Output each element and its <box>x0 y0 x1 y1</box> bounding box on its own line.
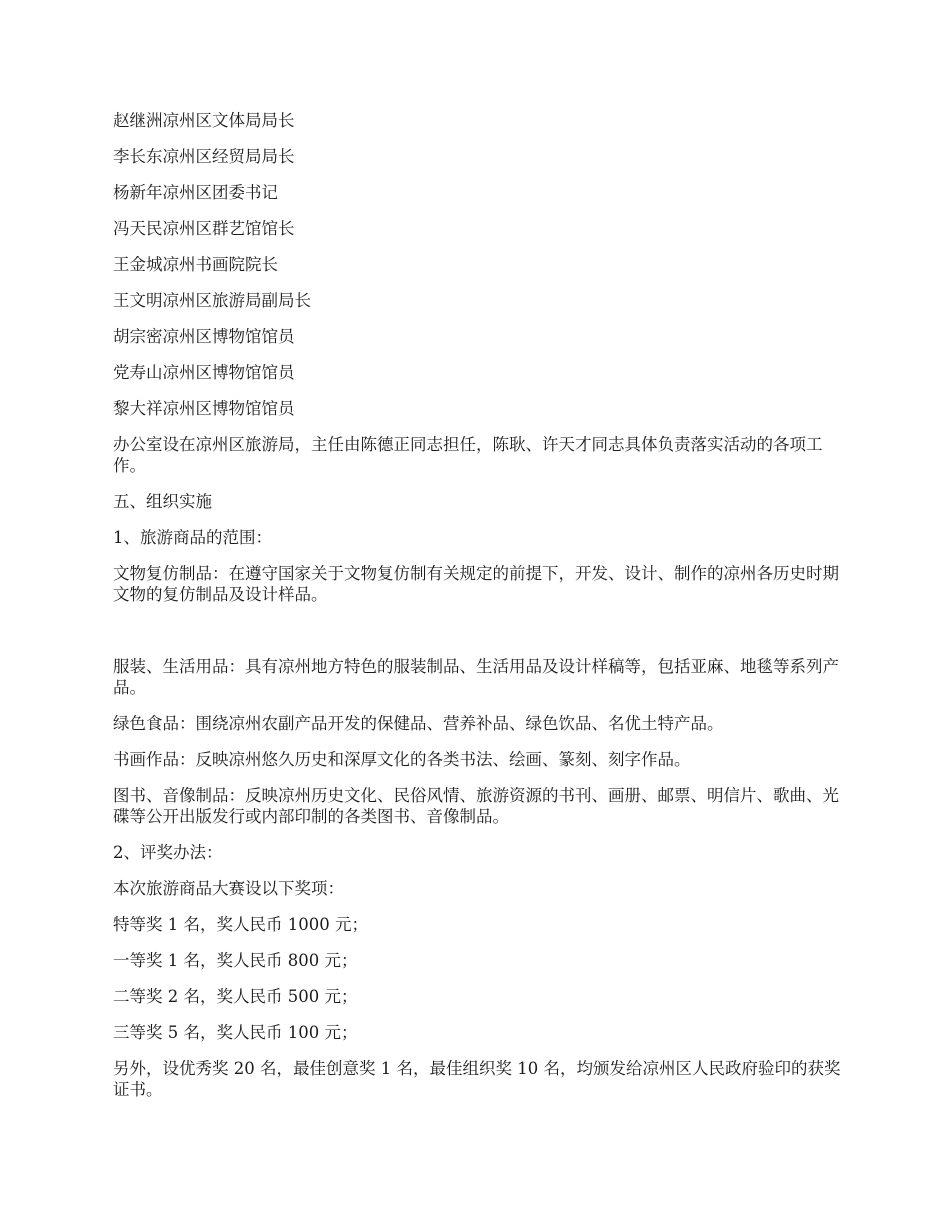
scope-item: 绿色食品：围绕凉州农副产品开发的保健品、营养补品、绿色饮品、名优土特产品。 <box>113 714 724 733</box>
member-line: 李长东凉州区经贸局局长 <box>113 147 295 166</box>
document-page <box>113 110 841 1115</box>
scope-item: 服装、生活用品：具有凉州地方特色的服装制品、生活用品及设计样稿等，包括亚麻、地毯等系列产品。 <box>113 657 839 697</box>
member-line: 黎大祥凉州区博物馆馆员 <box>113 399 295 418</box>
award-heading: 2、评奖办法： <box>113 843 223 862</box>
award-item: 三等奖 5 名，奖人民币 100 元； <box>113 1023 358 1042</box>
member-line: 杨新年凉州区团委书记 <box>113 183 278 202</box>
award-item: 特等奖 1 名，奖人民币 1000 元； <box>113 915 368 934</box>
award-extra: 另外，设优秀奖 20 名，最佳创意奖 1 名，最佳组织奖 10 名，均颁发给凉州区人民政府验印的获奖证书。 <box>113 1059 841 1099</box>
award-item: 二等奖 2 名，奖人民币 500 元； <box>113 987 358 1006</box>
member-line: 党寿山凉州区博物馆馆员 <box>113 363 295 382</box>
office-note: 办公室设在凉州区旅游局，主任由陈德正同志担任，陈耿、许天才同志具体负责落实活动的各项工作。 <box>113 435 823 475</box>
scope-heading: 1、旅游商品的范围： <box>113 528 272 547</box>
award-intro: 本次旅游商品大赛设以下奖项： <box>113 879 344 898</box>
member-line: 王文明凉州区旅游局副局长 <box>113 291 311 310</box>
scope-item: 图书、音像制品：反映凉州历史文化、民俗风情、旅游资源的书刊、画册、邮票、明信片、歌曲、光碟等公开出版发行或内部印制的各类图书、音像制品。 <box>113 786 839 826</box>
member-line: 赵继洲凉州区文体局局长 <box>113 111 295 130</box>
member-line: 冯天民凉州区群艺馆馆长 <box>113 219 295 238</box>
award-item: 一等奖 1 名，奖人民币 800 元； <box>113 951 358 970</box>
section-heading: 五、组织实施 <box>113 492 212 511</box>
scope-item: 文物复仿制品：在遵守国家关于文物复仿制有关规定的前提下，开发、设计、制作的凉州各历史时期文物的复仿制品及设计样品。 <box>113 564 839 604</box>
scope-item: 书画作品：反映凉州悠久历史和深厚文化的各类书法、绘画、篆刻、刻字作品。 <box>113 750 691 769</box>
member-line: 王金城凉州书画院院长 <box>113 255 278 274</box>
blank-gap <box>113 620 841 656</box>
member-line: 胡宗密凉州区博物馆馆员 <box>113 327 295 346</box>
